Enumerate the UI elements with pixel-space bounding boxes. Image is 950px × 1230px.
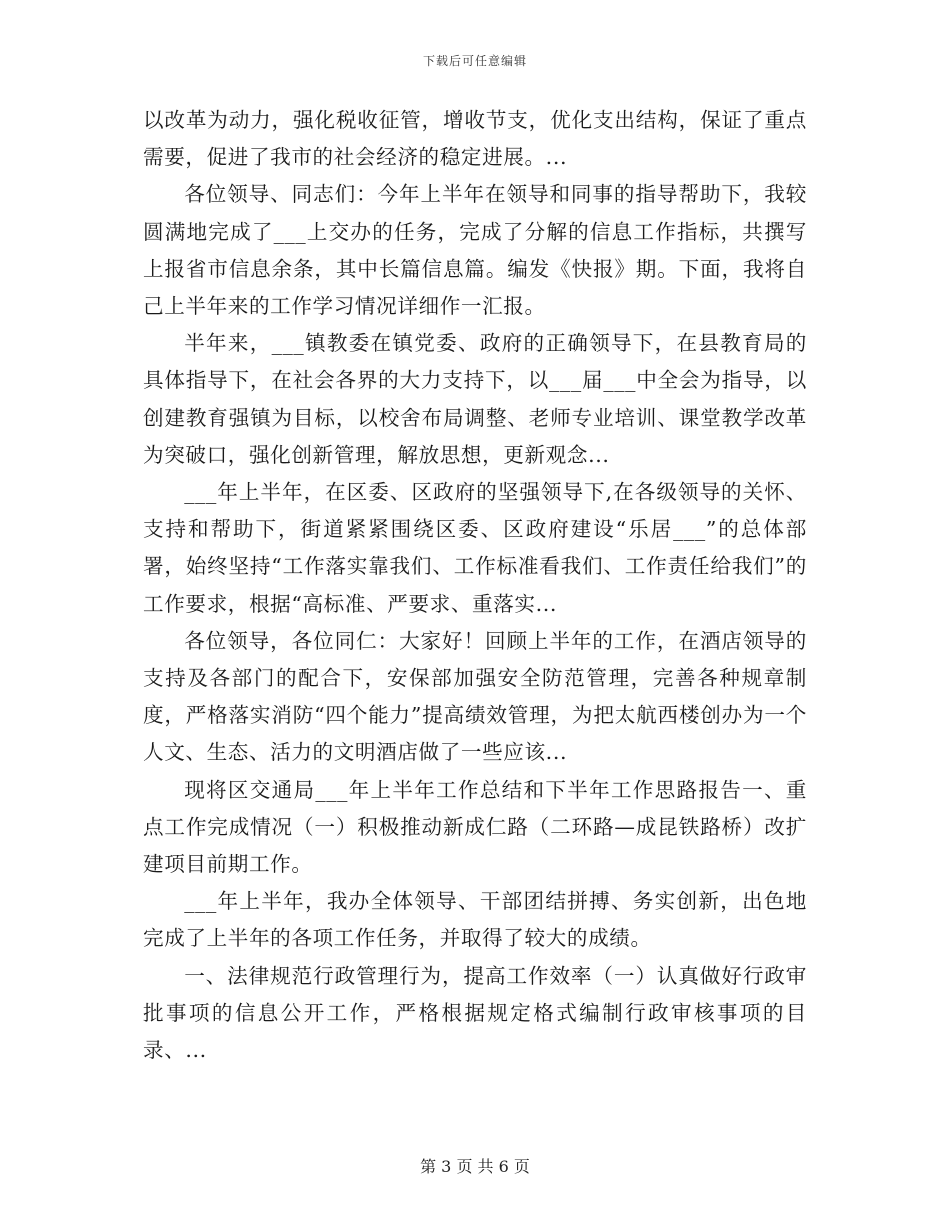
paragraph: 一、法律规范行政管理行为，提高工作效率（一）认真做好行政审批事项的信息公开工作，严格根据规定格式编制行政审核事项的目录、... xyxy=(143,963,807,1063)
paragraph: 现将区交通局___年上半年工作总结和下半年工作思路报告一、重点工作完成情况（一）积极推动新成仁路（二环路—成昆铁路桥）改扩建项目前期工作。 xyxy=(143,777,807,877)
paragraph: 半年来，___镇教委在镇党委、政府的正确领导下，在县教育局的具体指导下，在社会各界的大力支持下，以___届___中全会为指导，以创建教育强镇为目标，以校舍布局调整、老师专业培训、课堂教学改革为突破口，强化创新管理，解放思想，更新观念... xyxy=(143,331,807,467)
page-header-note: 下载后可任意编辑 xyxy=(422,54,527,68)
document-body xyxy=(143,102,807,1069)
paragraph: ___年上半年，在区委、区政府的坚强领导下,在各级领导的关怀、支持和帮助下，街道紧紧围绕区委、区政府建设“乐居___”的总体部署，始终坚持“工作落实靠我们、工作标准看我们、工作责任给我们”的工作要求，根据“高标准、严要求、重落实... xyxy=(143,480,807,616)
paragraph: ___年上半年，我办全体领导、干部团结拼搏、务实创新，出色地完成了上半年的各项工作任务，并取得了较大的成绩。 xyxy=(143,889,807,951)
paragraph-continuation: 以改革为动力，强化税收征管，增收节支，优化支出结构，保证了重点需要，促进了我市的社会经济的稳定进展。... xyxy=(143,108,807,170)
paragraph: 各位领导、同志们：今年上半年在领导和同事的指导帮助下，我较圆满地完成了___上交办的任务，完成了分解的信息工作指标，共撰写上报省市信息余条，其中长篇信息篇。编发《快报》期。下面，我将自己上半年来的工作学习情况详细作一汇报。 xyxy=(143,182,807,319)
page-number: 第 3 页 共 6 页 xyxy=(420,1157,530,1176)
paragraph: 各位领导，各位同仁：大家好！回顾上半年的工作，在酒店领导的支持及各部门的配合下，安保部加强安全防范管理，完善各种规章制度，严格落实消防“四个能力”提高绩效管理，为把太航西楼创办为一个人文、生态、活力的文明酒店做了一些应该... xyxy=(143,628,807,765)
